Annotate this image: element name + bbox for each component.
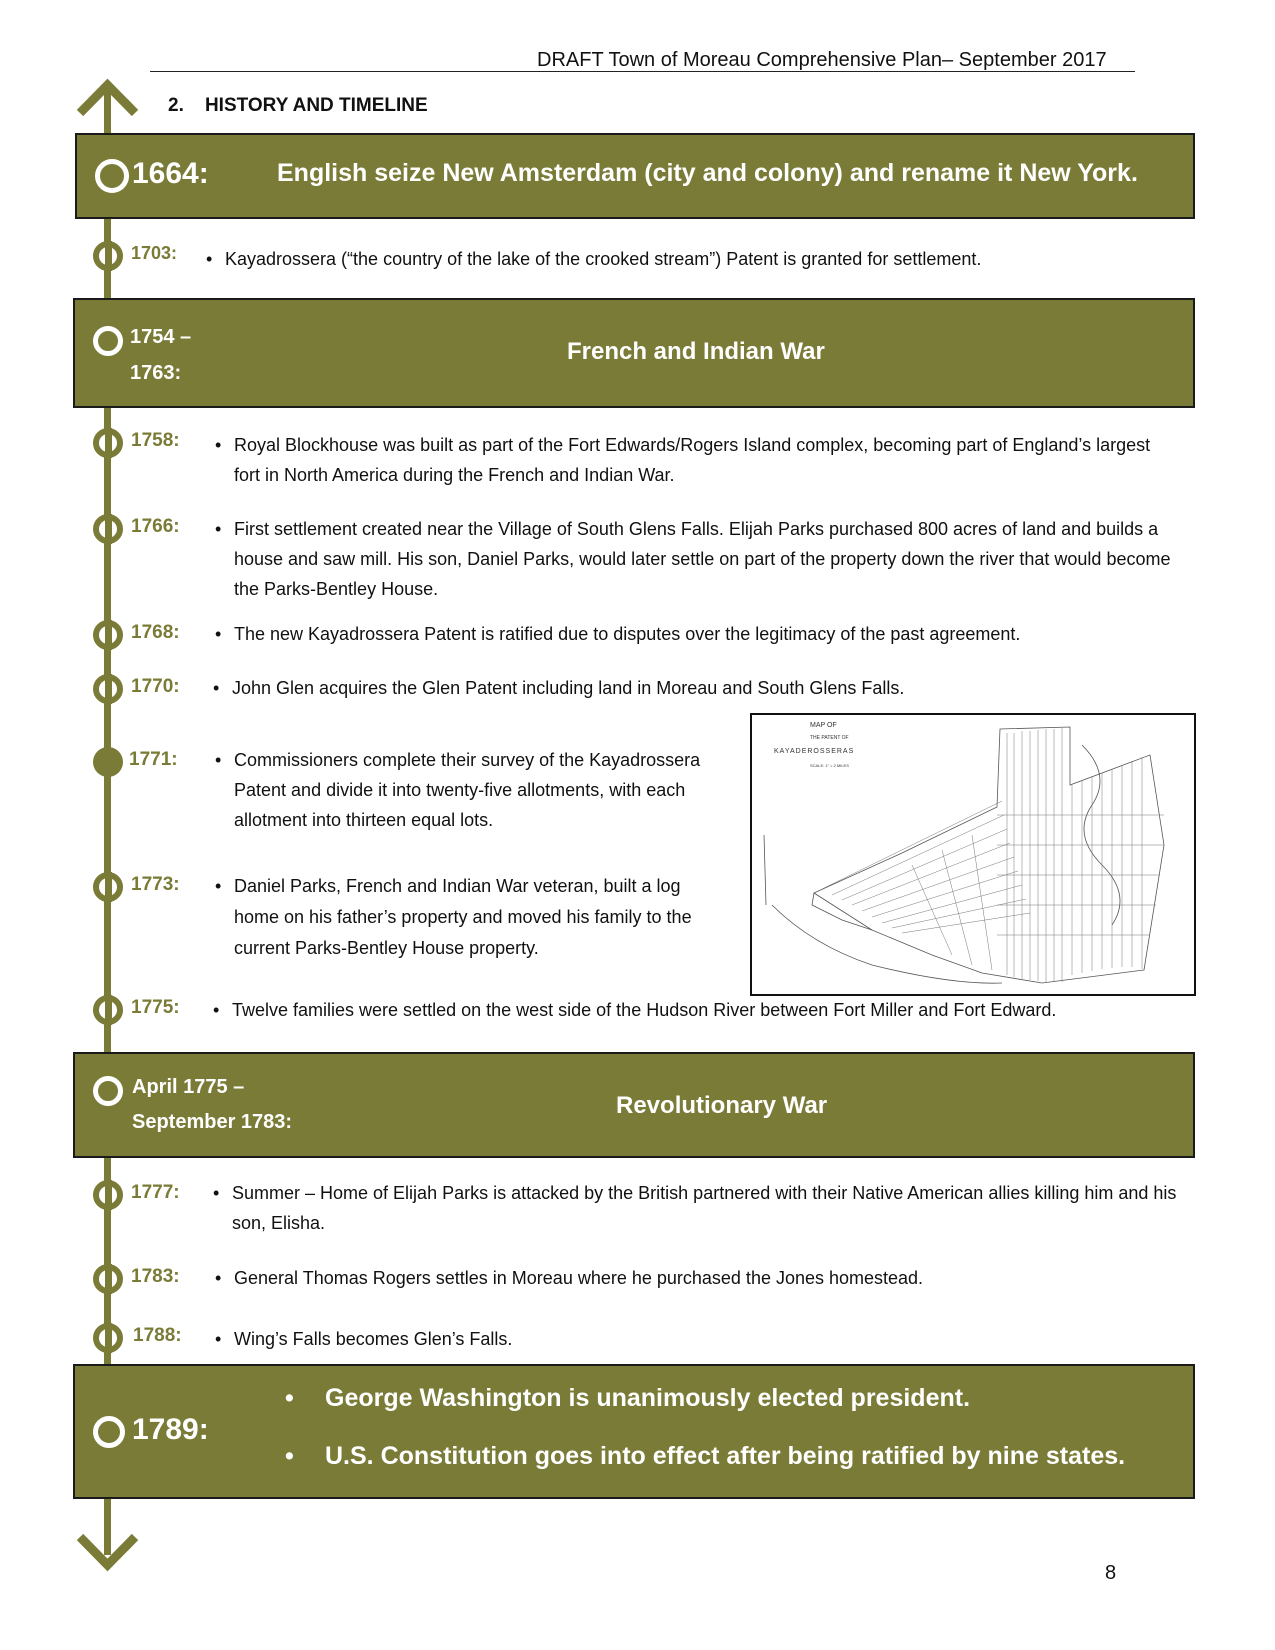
entry-text xyxy=(215,514,1179,604)
band-year: 1664: xyxy=(132,157,209,190)
document-header: DRAFT Town of Moreau Comprehensive Plan– September 2017 xyxy=(537,49,1107,71)
bullet-icon: • xyxy=(215,1329,222,1349)
entry-year: 1770: xyxy=(131,676,180,697)
entry-year: 1783: xyxy=(131,1266,180,1287)
band-revolutionary-war xyxy=(73,1052,1195,1158)
bullet-icon: • xyxy=(206,249,213,269)
bullet-icon: • xyxy=(213,678,220,698)
entry-text xyxy=(215,619,1174,649)
bullet-icon: • xyxy=(215,519,222,539)
entry-1770-text: John Glen acquires the Glen Patent including land in Moreau and South Glens Falls. xyxy=(232,678,905,698)
entry-text xyxy=(215,871,724,964)
band-french-indian-war xyxy=(73,298,1195,408)
band-year: 1789: xyxy=(132,1413,209,1446)
timeline-marker-icon xyxy=(93,1076,123,1106)
entry-text xyxy=(213,995,1172,1025)
entry-year: 1703: xyxy=(131,243,178,263)
band-1664 xyxy=(75,133,1195,219)
entry-year: 1771: xyxy=(129,749,178,770)
timeline-marker-icon xyxy=(93,1323,123,1353)
band-item-text: George Washington is unanimously elected president. xyxy=(325,1384,971,1412)
map-title: MAP OF xyxy=(810,722,837,729)
map-scale: SCALE: 1" = 2 MILES xyxy=(810,763,849,768)
entry-year: 1768: xyxy=(131,622,180,643)
entry-text xyxy=(215,745,724,835)
timeline-marker-icon xyxy=(93,1264,123,1294)
entry-year: 1777: xyxy=(131,1182,180,1203)
entry-year: 1766: xyxy=(131,516,180,537)
band-title: Revolutionary War xyxy=(616,1092,828,1119)
band-year-end: 1763: xyxy=(130,362,182,384)
entry-1775-text: Twelve families were settled on the west side of the Hudson River between Fort Miller and Fort Edward. xyxy=(232,1000,1057,1020)
entry-year: 1788: xyxy=(133,1325,182,1346)
entry-1758-text: Royal Blockhouse was built as part of the Fort Edwards/Rogers Island complex, becoming part of England’s largest fort in North America during the French and Indian War. xyxy=(234,435,1151,485)
entry-text xyxy=(213,673,1132,703)
entry-text xyxy=(215,430,1154,490)
timeline-marker-icon xyxy=(93,872,123,902)
entry-1783-text: General Thomas Rogers settles in Moreau where he purchased the Jones homestead. xyxy=(234,1268,924,1288)
entry-1703-text: Kayadrossera (“the country of the lake of the crooked stream”) Patent is granted for settlement. xyxy=(225,249,982,269)
map-subtitle: THE PATENT OF xyxy=(810,735,849,741)
bullet-icon: • xyxy=(285,1384,294,1412)
timeline-marker-icon xyxy=(93,674,123,704)
bullet-icon: • xyxy=(215,750,222,770)
timeline-marker-icon xyxy=(93,326,123,356)
entry-1768-text: The new Kayadrossera Patent is ratified due to disputes over the legitimacy of the past agreement. xyxy=(234,624,1021,644)
timeline-marker-icon xyxy=(93,1416,125,1448)
timeline-marker-icon xyxy=(93,428,123,458)
section-title: 2. HISTORY AND TIMELINE xyxy=(168,95,428,116)
page-number: 8 xyxy=(1105,1562,1117,1584)
timeline-marker-icon xyxy=(93,620,123,650)
band-year-end: September 1783: xyxy=(132,1111,293,1133)
timeline-marker-filled-icon xyxy=(93,747,123,777)
bullet-icon: • xyxy=(215,624,222,644)
band-year-start: 1754 – xyxy=(130,326,192,348)
patent-map-icon xyxy=(752,715,1194,994)
entry-year: 1775: xyxy=(131,997,180,1018)
bullet-icon: • xyxy=(285,1442,294,1470)
timeline-marker-icon xyxy=(93,995,123,1025)
timeline-marker-icon xyxy=(93,241,123,271)
timeline-marker-icon xyxy=(93,1180,123,1210)
entry-1777-text: Summer – Home of Elijah Parks is attacked by the British partnered with their Native American allies killing him and his son, Elisha. xyxy=(232,1183,1177,1233)
header-rule xyxy=(150,71,1135,72)
timeline-marker-icon xyxy=(93,514,123,544)
bullet-icon: • xyxy=(215,1268,222,1288)
arrow-down-icon xyxy=(74,1530,141,1575)
bullet-icon: • xyxy=(213,1000,220,1020)
band-item-text: U.S. Constitution goes into effect after being ratified by nine states. xyxy=(325,1442,1126,1470)
entry-year: 1758: xyxy=(131,430,180,451)
band-year-start: April 1775 – xyxy=(132,1076,245,1098)
entry-1771-text: Commissioners complete their survey of the Kayadrossera Patent and divide it into twenty-five allotments, with each allotment into thirteen equal lots. xyxy=(234,750,701,830)
entry-year: 1773: xyxy=(131,874,180,895)
entry-1788-text: Wing’s Falls becomes Glen’s Falls. xyxy=(234,1329,513,1349)
entry-1766-text: First settlement created near the Village of South Glens Falls. Elijah Parks purchased 800 acres of land and builds a house and saw mill. His son, Daniel Parks, would later settle on part of the property down the river that would become the Parks-Bentley House. xyxy=(234,519,1171,599)
band-title: French and Indian War xyxy=(567,338,825,365)
entry-text xyxy=(215,1324,1134,1354)
bullet-icon: • xyxy=(215,435,222,455)
map-name: KAYADEROSSERAS xyxy=(774,748,855,755)
timeline-marker-icon xyxy=(95,159,129,193)
bullet-icon: • xyxy=(213,1183,220,1203)
entry-text xyxy=(215,1263,1174,1293)
bullet-icon: • xyxy=(215,876,222,896)
band-1789 xyxy=(73,1364,1195,1499)
entry-text xyxy=(206,244,1155,274)
entry-text xyxy=(213,1178,1182,1238)
entry-1773-text: Daniel Parks, French and Indian War veteran, built a log home on his father’s property and moved his family to the current Parks-Bentley House property. xyxy=(234,876,692,958)
band-title: English seize New Amsterdam (city and colony) and rename it New York. xyxy=(277,159,1138,187)
arrow-up-icon xyxy=(74,75,141,120)
kayaderosseras-map-image xyxy=(750,713,1196,996)
